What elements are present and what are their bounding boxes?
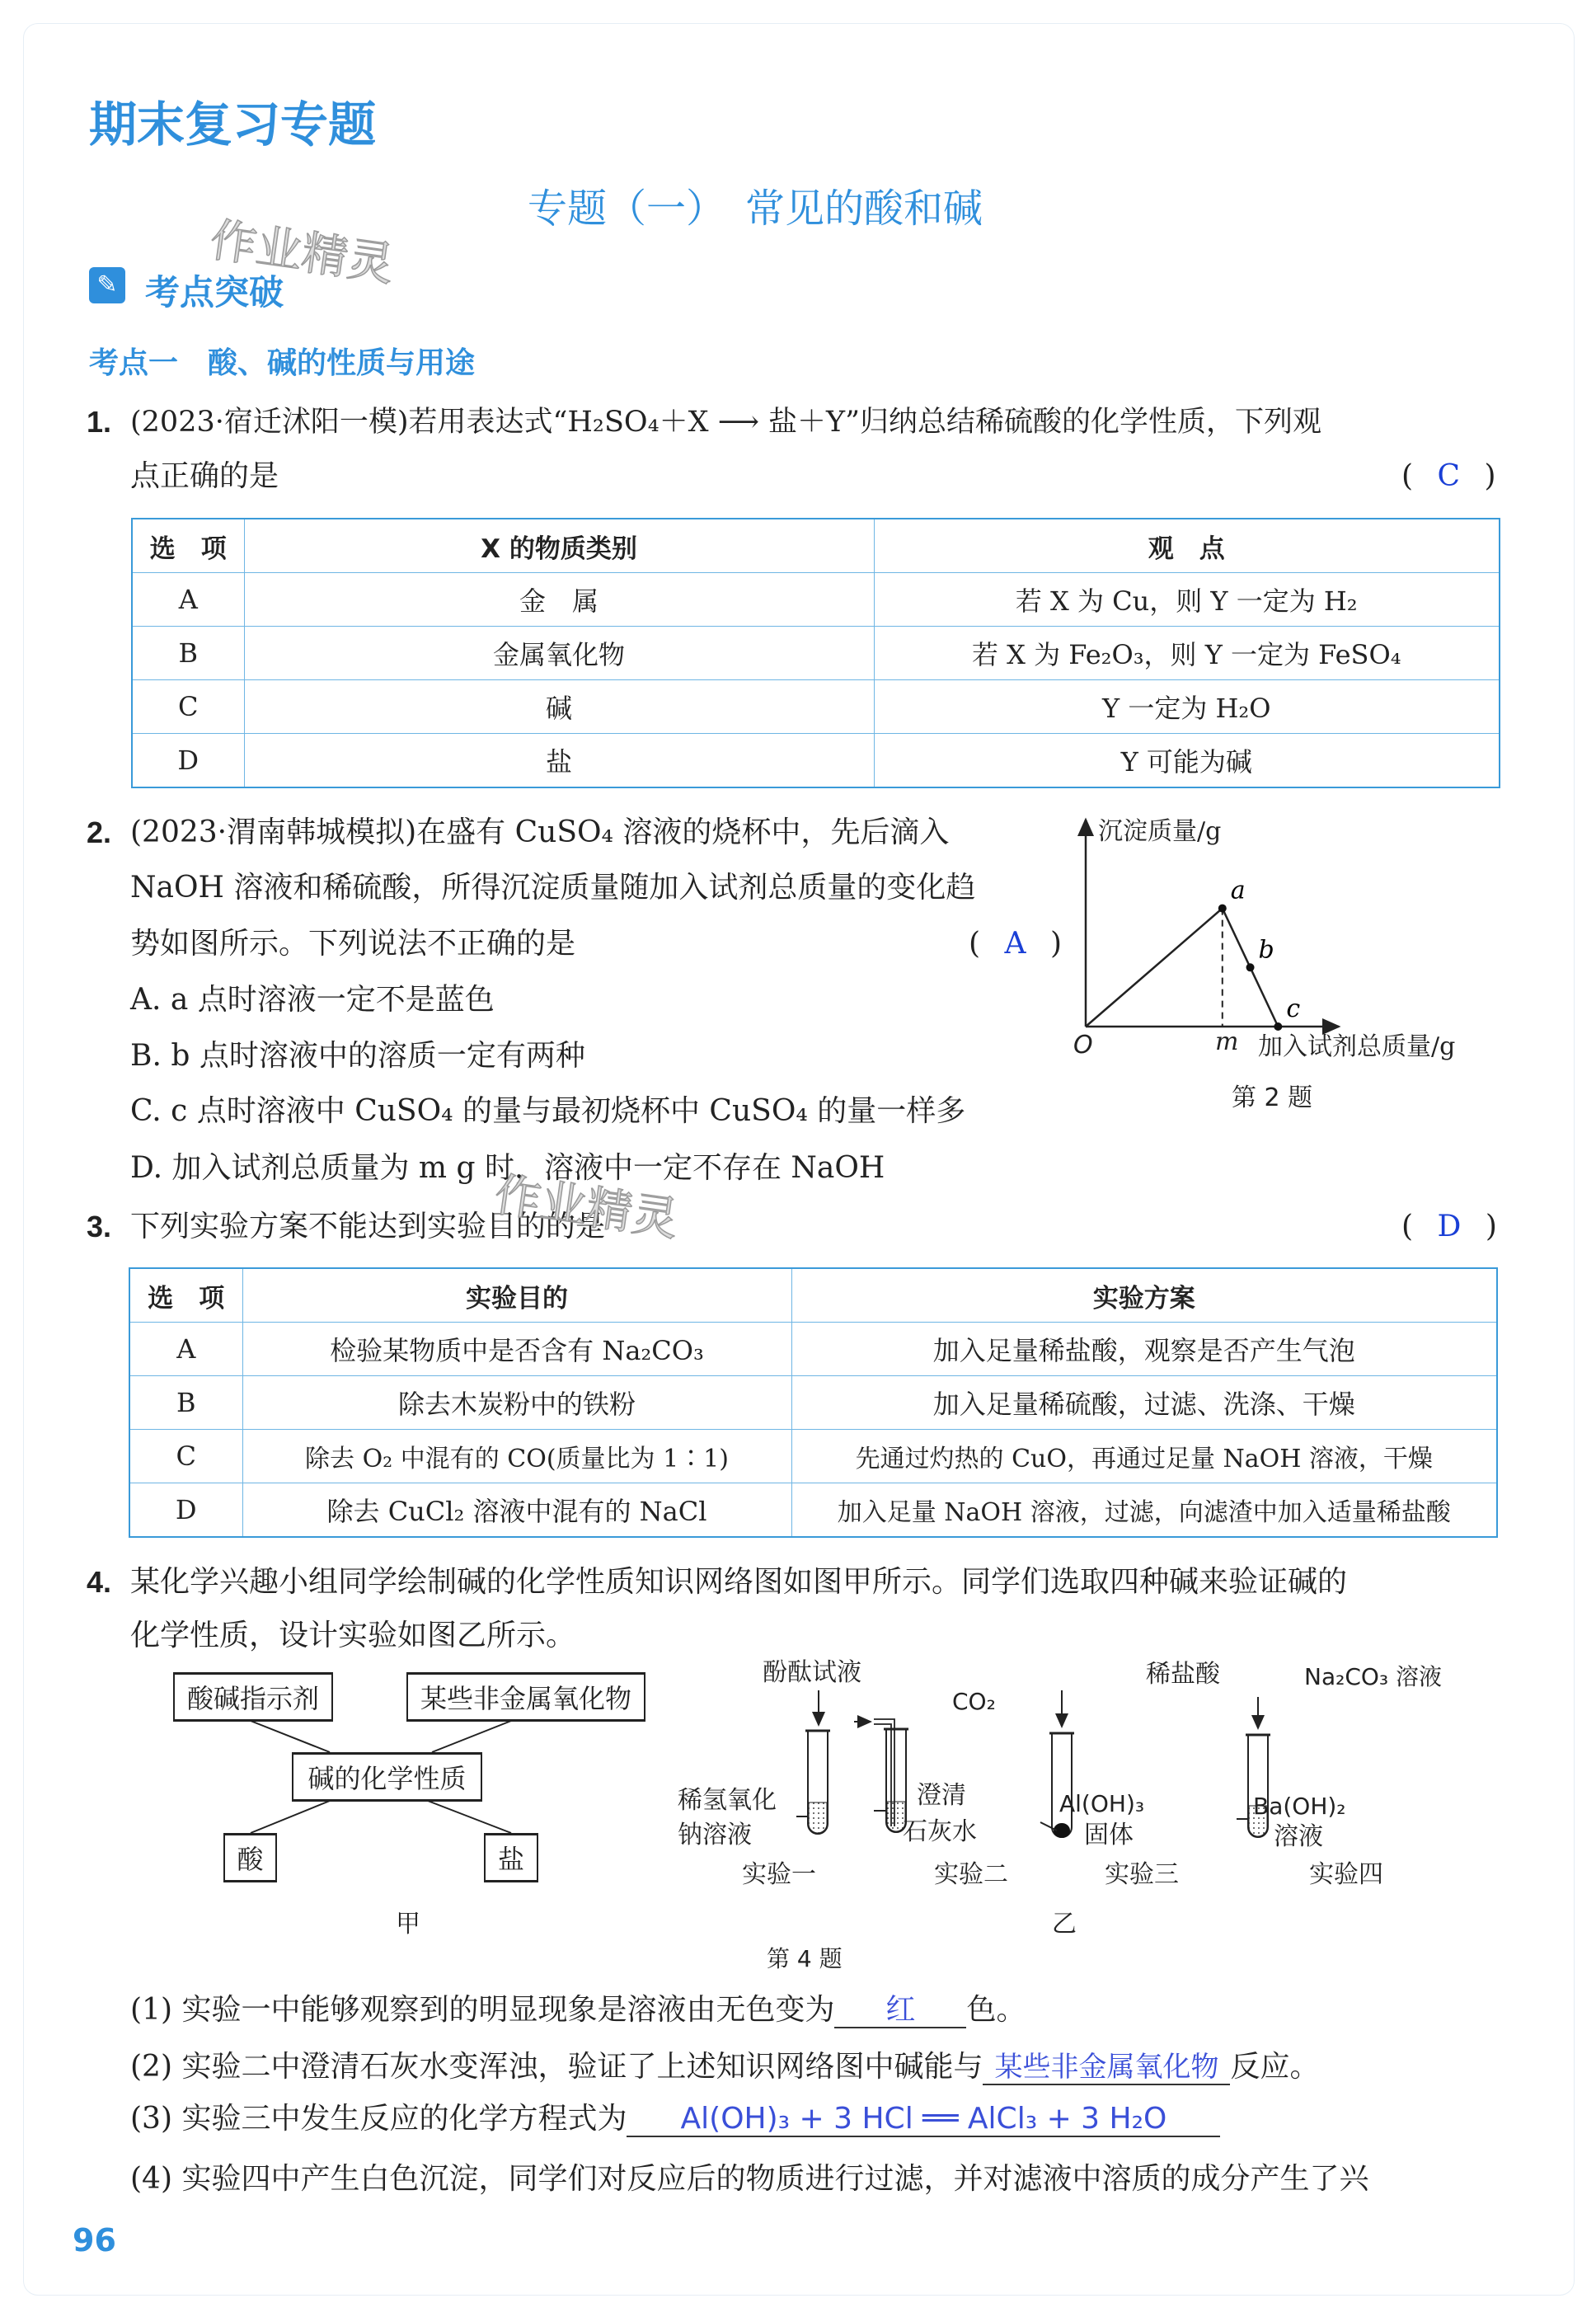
paren: ) — [1485, 1210, 1497, 1243]
cell: 除去 CuCl₂ 溶液中混有的 NaCl — [242, 1483, 791, 1538]
topic-title: 专题（一） 常见的酸和碱 — [528, 186, 983, 232]
contents-label-4a: Ba(OH)₂ — [1253, 1793, 1346, 1820]
sub1-text: (1) 实验一中能够观察到的明显现象是溶液由无色变为 — [130, 1993, 835, 2027]
watermark: 作业精灵 — [491, 1168, 682, 1248]
cell: Y 一定为 H₂O — [874, 680, 1500, 734]
sub1-tail: 色。 — [966, 1993, 1026, 2027]
q4-stem-line2: 化学性质，设计实验如图乙所示。 — [130, 1619, 576, 1652]
page-number: 96 — [73, 2222, 116, 2258]
watermark: 作业精灵 — [206, 213, 397, 293]
q2-number: 2. — [87, 815, 112, 849]
q4-stem-line1: 某化学兴趣小组同学绘制碱的化学性质知识网络图如图甲所示。同学们选取四种碱来验证碱的 — [130, 1565, 1348, 1599]
header-cell: 实验方案 — [791, 1268, 1497, 1323]
experiment-name-4: 实验四 — [1309, 1860, 1383, 1889]
cell: 除去 O₂ 中混有的 CO(质量比为 1∶1) — [242, 1430, 791, 1483]
cell: 金属氧化物 — [244, 627, 874, 680]
sub1-answer: 红 — [834, 1994, 966, 2028]
header-cell: 选 项 — [129, 1268, 242, 1323]
q4-sub2 — [130, 2051, 1319, 2085]
q2-option-b: B. b 点时溶液中的溶质一定有两种 — [130, 1039, 585, 1073]
point-label-c: c — [1286, 994, 1301, 1023]
sub2-tail: 反应。 — [1230, 2050, 1320, 2084]
paren: ( — [969, 927, 981, 961]
experiment-name-1: 实验一 — [742, 1860, 816, 1889]
cell: A — [129, 1323, 242, 1376]
contents-label-1a: 稀氢氧化 — [678, 1786, 777, 1815]
cell: 检验某物质中是否含有 Na₂CO₃ — [242, 1323, 791, 1376]
contents-label-3a: Al(OH)₃ — [1059, 1790, 1145, 1817]
x-tick-label-m: m — [1215, 1027, 1239, 1056]
cell: 加入足量稀盐酸，观察是否产生气泡 — [791, 1323, 1497, 1376]
cell: D — [129, 1483, 242, 1538]
reagent-label-1: 酚酞试液 — [763, 1658, 861, 1687]
contents-label-2b: 石灰水 — [903, 1817, 977, 1846]
test-tube-1 — [796, 1690, 830, 1834]
node-nonmetal-oxide: 某些非金属氧化物 — [406, 1672, 645, 1722]
q2-stem-line3: 势如图所示。下列说法不正确的是 — [130, 927, 576, 961]
node-base-properties: 碱的化学性质 — [292, 1752, 482, 1802]
node-acid: 酸 — [223, 1833, 277, 1882]
cell: Y 可能为碱 — [874, 734, 1500, 788]
experiment-name-2: 实验二 — [934, 1860, 1008, 1889]
cell: 金 属 — [244, 573, 874, 627]
q3-answer: D — [1437, 1210, 1462, 1243]
q1-stem-line2: 点正确的是 — [130, 459, 279, 493]
paren: ) — [1049, 927, 1062, 961]
cell: 除去木炭粉中的铁粉 — [242, 1376, 791, 1430]
origin-label: O — [1073, 1031, 1093, 1060]
cell: 若 X 为 Fe₂O₃，则 Y 一定为 FeSO₄ — [874, 627, 1500, 680]
header-cell: 选 项 — [132, 519, 244, 573]
cell: 先通过灼热的 CuO，再通过足量 NaOH 溶液，干燥 — [791, 1430, 1497, 1483]
cell: 若 X 为 Cu，则 Y 一定为 H₂ — [874, 573, 1500, 627]
block-title: 考点突破 — [145, 272, 284, 313]
q4-sub4: (4) 实验四中产生白色沉淀，同学们对反应后的物质进行过滤，并对滤液中溶质的成分产生了兴 — [130, 2162, 1369, 2196]
q1-stem-line1: (2023·宿迁沭阳一模)若用表达式“H₂SO₄＋X ⟶ 盐＋Y”归纳总结稀硫酸的化学性质，下列观 — [130, 406, 1322, 439]
header-cell: X 的物质类别 — [244, 519, 874, 573]
section-title: 期末复习专题 — [89, 96, 377, 153]
cell: C — [132, 680, 244, 734]
point-label-a: a — [1230, 876, 1246, 905]
reagent-label-4: Na₂CO₃ 溶液 — [1304, 1663, 1443, 1690]
test-tube-2 — [854, 1719, 908, 1832]
block-icon: ✎ — [89, 267, 125, 303]
q4-sub3 — [130, 2103, 1220, 2137]
cell: B — [132, 627, 244, 680]
q4-caption: 第 4 题 — [767, 1945, 843, 1972]
cell: A — [132, 573, 244, 627]
node-salt: 盐 — [484, 1833, 538, 1882]
contents-label-4b: 溶液 — [1274, 1822, 1323, 1851]
q3-stem: 下列实验方案不能达到实验目的的是 — [130, 1210, 606, 1243]
contents-label-2a: 澄清 — [917, 1781, 966, 1810]
x-axis-label: 加入试剂总质量/g — [1258, 1032, 1456, 1061]
sub2-text: (2) 实验二中澄清石灰水变浑浊，验证了上述知识网络图中碱能与 — [130, 2050, 983, 2084]
experiment-name-3: 实验三 — [1105, 1860, 1179, 1889]
sub3-answer: Al(OH)₃ + 3 HCl ══ AlCl₃ + 3 H₂O — [627, 2103, 1220, 2137]
q2-stem-line1: (2023·渭南韩城模拟)在盛有 CuSO₄ 溶液的烧杯中，先后滴入 — [130, 815, 950, 849]
contents-label-1b: 钠溶液 — [678, 1821, 752, 1849]
q3-number: 3. — [87, 1210, 112, 1243]
cell: 加入足量 NaOH 溶液，过滤，向滤渣中加入适量稀盐酸 — [791, 1483, 1497, 1538]
sub3-text: (3) 实验三中发生反应的化学方程式为 — [130, 2102, 627, 2136]
diagram-yi-label: 乙 — [1052, 1910, 1077, 1939]
cell: 碱 — [244, 680, 874, 734]
reagent-label-2: CO₂ — [952, 1688, 996, 1715]
q4-number: 4. — [87, 1565, 112, 1599]
cell: 盐 — [244, 734, 874, 788]
contents-label-3b: 固体 — [1084, 1821, 1134, 1849]
q2-option-c: C. c 点时溶液中 CuSO₄ 的量与最初烧杯中 CuSO₄ 的量一样多 — [130, 1094, 966, 1128]
cell: D — [132, 734, 244, 788]
point-label-b: b — [1258, 935, 1274, 965]
cell: C — [129, 1430, 242, 1483]
header-cell: 实验目的 — [242, 1268, 791, 1323]
node-indicator: 酸碱指示剂 — [173, 1672, 333, 1722]
q1-number: 1. — [87, 405, 112, 439]
paren: ) — [1484, 459, 1496, 493]
point-title: 考点一 酸、碱的性质与用途 — [89, 346, 476, 380]
header-cell: 观 点 — [874, 519, 1500, 573]
diagram-jia-label: 甲 — [396, 1910, 420, 1939]
q2-caption: 第 2 题 — [1232, 1083, 1313, 1112]
reagent-label-3: 稀盐酸 — [1146, 1660, 1220, 1689]
paren: ( — [1401, 459, 1414, 493]
sub2-answer: 某些非金属氧化物 — [983, 2051, 1230, 2085]
cell: 加入足量稀硫酸，过滤、洗涤、干燥 — [791, 1376, 1497, 1430]
q2-stem-line2: NaOH 溶液和稀硫酸，所得沉淀质量随加入试剂总质量的变化趋 — [130, 871, 976, 905]
q2-option-d: D. 加入试剂总质量为 m g 时，溶液中一定不存在 NaOH — [130, 1151, 885, 1185]
cell: B — [129, 1376, 242, 1430]
paren: ( — [1401, 1210, 1414, 1243]
q2-answer: A — [1004, 927, 1026, 961]
q2-option-a: A. a 点时溶液一定不是蓝色 — [130, 983, 495, 1017]
y-axis-label: 沉淀质量/g — [1098, 817, 1222, 846]
q1-answer: C — [1437, 459, 1461, 493]
q4-sub1 — [130, 1994, 1026, 2028]
